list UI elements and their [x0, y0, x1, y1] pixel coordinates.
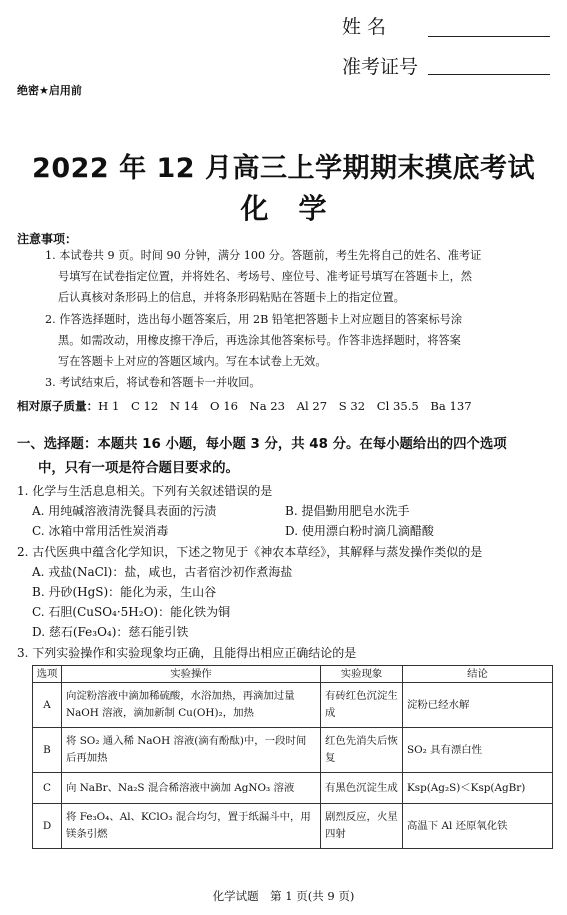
- q1-option-d: D. 使用漂白粉时滴几滴醋酸: [285, 524, 434, 538]
- header-operation: 实验操作: [62, 666, 321, 683]
- row-option: C: [33, 773, 62, 804]
- q2-option-d: D. 慈石(Fe₃O₄)：慈石能引铁: [32, 625, 189, 639]
- exam-title: 2022 年 12 月高三上学期期末摸底考试: [32, 153, 535, 184]
- notice-line: 写在答题卡上对应的答题区域内。写在本试卷上无效。: [58, 355, 327, 368]
- name-blank-line: [428, 36, 550, 37]
- table-row: [33, 683, 553, 728]
- secret-mark: 绝密★启用前: [17, 84, 82, 97]
- notice-line: 3. 考试结束后，将试卷和答题卡一并收回。: [45, 376, 261, 389]
- row-option: D: [33, 804, 62, 849]
- row-phenomenon: 剧烈反应，火星四射: [321, 804, 403, 849]
- q1-option-b: B. 提倡勤用肥皂水洗手: [285, 504, 410, 518]
- table-row: [33, 804, 553, 849]
- row-operation: 向淀粉溶液中滴加稀硫酸，水浴加热，再滴加过量 NaOH 溶液，滴加新制 Cu(OH)₂，加热: [62, 683, 321, 728]
- q2-option-b: B. 丹砂(HgS)：能化为汞，生山谷: [32, 585, 217, 599]
- q2-option-c: C. 石胆(CuSO₄·5H₂O)：能化铁为铜: [32, 605, 231, 619]
- row-conclusion: Ksp(Ag₂S)＜Ksp(AgBr): [403, 773, 553, 804]
- subject-title: 化学: [240, 192, 357, 225]
- row-operation: 将 Fe₃O₄、Al、KClO₃ 混合均匀，置于纸漏斗中，用镁条引燃: [62, 804, 321, 849]
- notice-line: 号填写在试卷指定位置，并将姓名、考场号、座位号、准考证号填写在答题卡上，然: [58, 270, 472, 283]
- atomic-mass-label: 相对原子质量：: [17, 399, 99, 413]
- notice-heading: 注意事项：: [17, 232, 78, 246]
- header-conclusion: 结论: [403, 666, 553, 683]
- header-phenomenon: 实验现象: [321, 666, 403, 683]
- notice-line: 2. 作答选择题时，选出每小题答案后，用 2B 铅笔把答题卡上对应题目的答案标号涂: [45, 313, 463, 326]
- row-phenomenon: 有砖红色沉淀生成: [321, 683, 403, 728]
- atomic-mass-values: H 1 C 12 N 14 O 16 Na 23 Al 27 S 32 Cl 35.5 Ba 137: [98, 399, 472, 413]
- q1-option-a: A. 用纯碱溶液清洗餐具表面的污渍: [32, 504, 217, 518]
- exam-id-blank-line: [428, 74, 550, 75]
- page-footer: 化学试题 第 1 页(共 9 页): [212, 889, 355, 903]
- header-option: 选项: [33, 666, 62, 683]
- name-label: 姓 名: [342, 16, 387, 38]
- question-2-stem: 2. 古代医典中蕴含化学知识，下述之物见于《神农本草经》，其解释与蒸发操作类似的是: [17, 545, 483, 559]
- table-row: [33, 728, 553, 773]
- table-row: [33, 773, 553, 804]
- section-heading-line1: 一、选择题：本题共 16 小题，每小题 3 分，共 48 分。在每小题给出的四个选项: [17, 437, 507, 452]
- experiment-table: [32, 665, 553, 849]
- notice-line: 黑。如需改动，用橡皮擦干净后，再选涂其他答案标号。作答非选择题时，将答案: [58, 334, 461, 347]
- row-conclusion: 淀粉已经水解: [403, 683, 553, 728]
- atomic-mass-line: [17, 398, 472, 414]
- exam-id-label: 准考证号: [342, 56, 419, 78]
- row-conclusion: 高温下 Al 还原氧化铁: [403, 804, 553, 849]
- row-option: A: [33, 683, 62, 728]
- question-1-stem: 1. 化学与生活息息相关。下列有关叙述错误的是: [17, 484, 273, 498]
- section-heading-line2: 中，只有一项是符合题目要求的。: [38, 461, 239, 476]
- row-conclusion: SO₂ 具有漂白性: [403, 728, 553, 773]
- row-phenomenon: 红色先消失后恢复: [321, 728, 403, 773]
- notice-line: 1. 本试卷共 9 页。时间 90 分钟，满分 100 分。答题前，考生先将自己的姓名、准考证: [45, 249, 482, 262]
- row-option: B: [33, 728, 62, 773]
- table-header-row: [33, 666, 553, 683]
- q2-option-a: A. 戎盐(NaCl)：盐，咸也，古者宿沙初作煮海盐: [32, 565, 293, 579]
- q1-option-c: C. 冰箱中常用活性炭消毒: [32, 524, 169, 538]
- question-3-stem: 3. 下列实验操作和实验现象均正确，且能得出相应正确结论的是: [17, 646, 357, 660]
- notice-line: 后认真核对条形码上的信息，并将条形码粘贴在答题卡上的指定位置。: [58, 291, 405, 304]
- row-operation: 将 SO₂ 通入稀 NaOH 溶液(滴有酚酞)中，一段时间后再加热: [62, 728, 321, 773]
- row-phenomenon: 有黑色沉淀生成: [321, 773, 403, 804]
- row-operation: 向 NaBr、Na₂S 混合稀溶液中滴加 AgNO₃ 溶液: [62, 773, 321, 804]
